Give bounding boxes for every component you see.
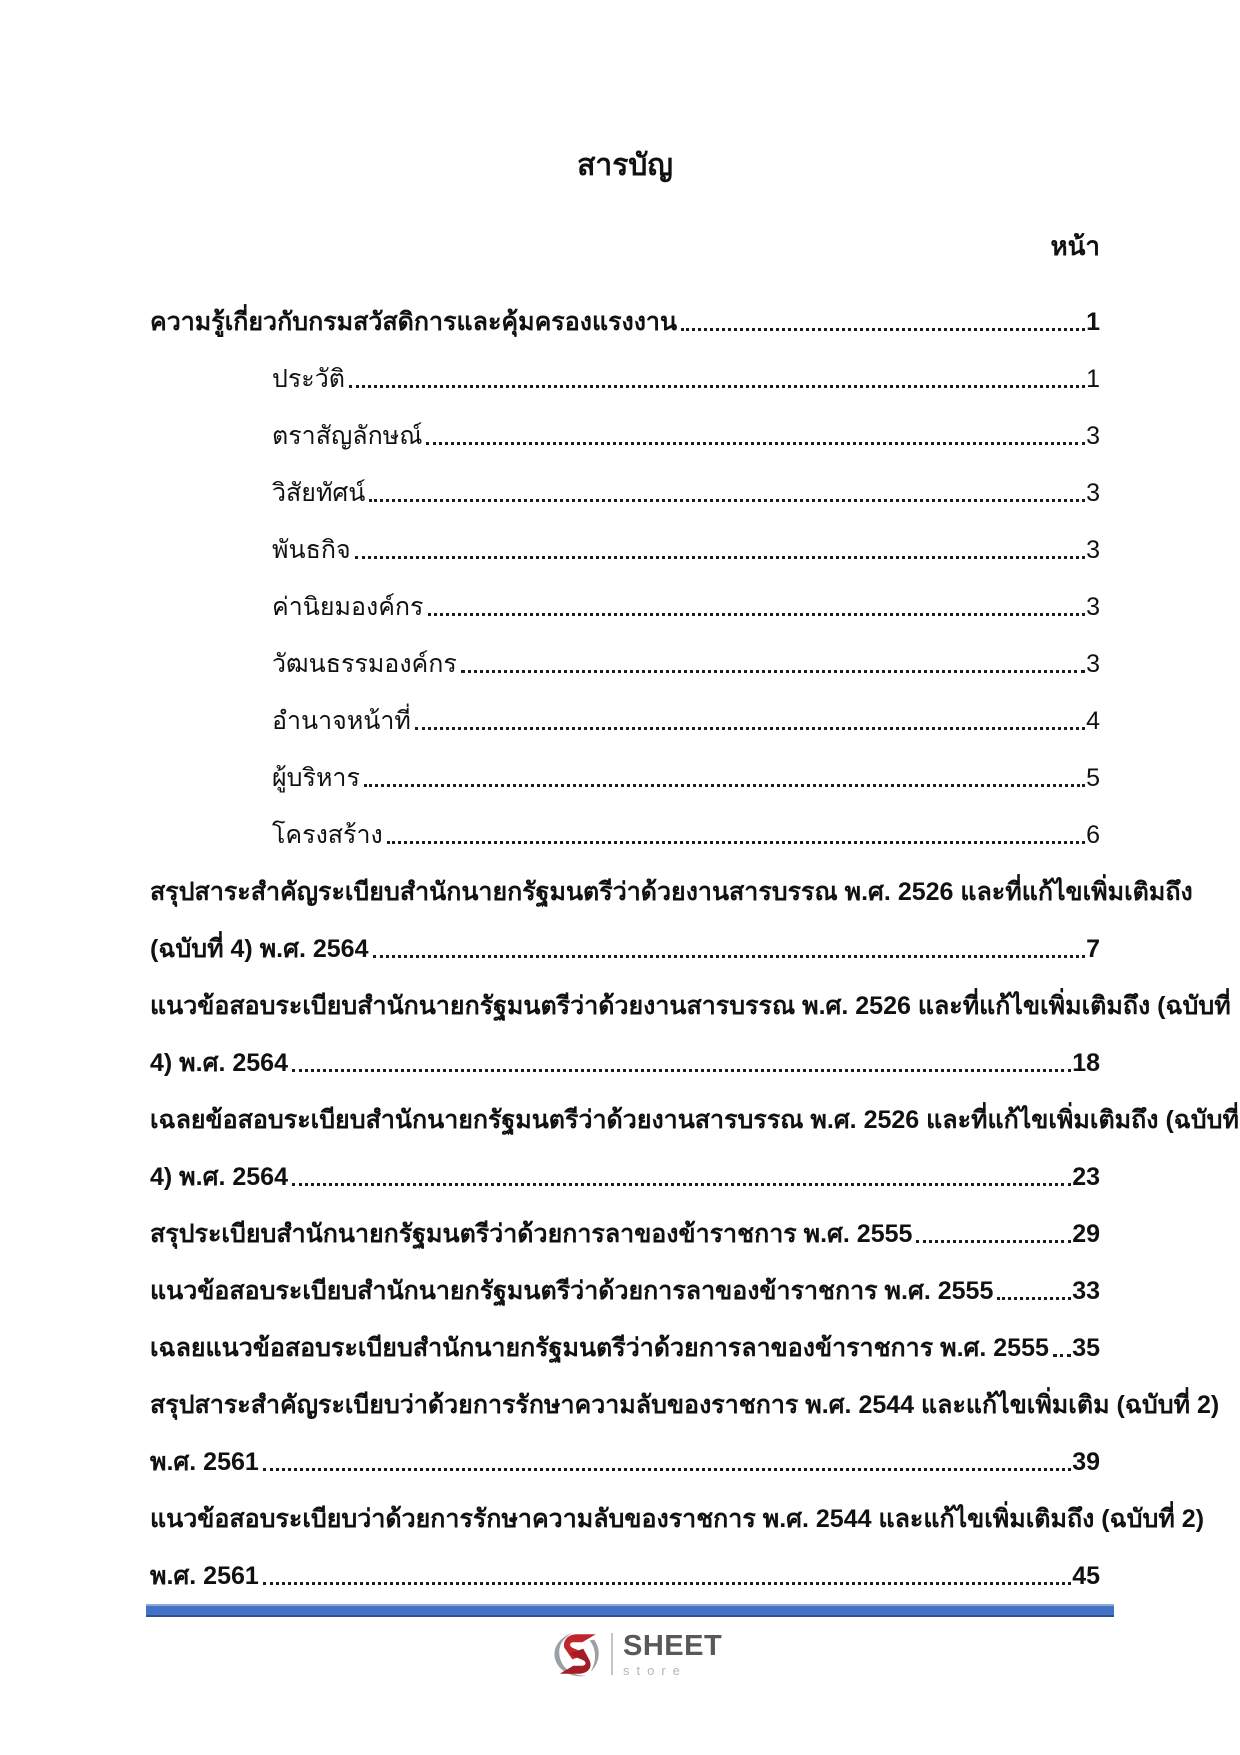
toc-entry-text: วิสัยทัศน์ — [272, 479, 366, 508]
page-title: สารบัญ — [577, 149, 673, 182]
logo-text-sheet: SHEET — [623, 1629, 723, 1662]
toc-entry-text: ตราสัญลักษณ์ — [272, 422, 423, 451]
toc-entry-text: สรุปสาระสำคัญระเบียบสำนักนายกรัฐมนตรีว่าด้วยงานสารบรรณ พ.ศ. 2526 และที่แก้ไขเพิ่มเติมถึง — [150, 878, 1193, 907]
page-number: 33 — [1072, 1277, 1100, 1306]
dot-leader — [426, 442, 1085, 445]
toc-entry-text: แนวข้อสอบระเบียบสำนักนายกรัฐมนตรีว่าด้วยงานสารบรรณ พ.ศ. 2526 และที่แก้ไขเพิ่มเติมถึง (ฉบับที่ — [150, 992, 1231, 1021]
page-number: 3 — [1086, 479, 1100, 508]
toc-entry-text: โครงสร้าง — [272, 821, 383, 850]
page-number: 45 — [1072, 1562, 1100, 1591]
toc-entry-line — [150, 796, 1100, 853]
dot-leader — [263, 1582, 1071, 1585]
toc-entry-text: วัฒนธรรมองค์กร — [272, 650, 457, 679]
toc-entry-text: เฉลยแนวข้อสอบระเบียบสำนักนายกรัฐมนตรีว่าด้วยการลาของข้าราชการ พ.ศ. 2555 — [150, 1334, 1049, 1363]
page-number: 3 — [1086, 422, 1100, 451]
toc-entry-text: ผู้บริหาร — [272, 764, 360, 793]
toc-entry-line — [150, 910, 1100, 967]
logo-text-store: store — [623, 1662, 687, 1678]
toc-entry-line — [150, 967, 1231, 1024]
dot-leader — [355, 556, 1085, 559]
dot-leader — [263, 1468, 1071, 1471]
toc-entry-text: เฉลยข้อสอบระเบียบสำนักนายกรัฐมนตรีว่าด้วยงานสารบรรณ พ.ศ. 2526 และที่แก้ไขเพิ่มเติมถึง (ฉบับที่ — [150, 1106, 1240, 1135]
dot-leader — [292, 1069, 1071, 1072]
sheet-store-logo — [549, 1630, 722, 1678]
logo-divider-line — [611, 1633, 613, 1675]
toc-entry-text: พันธกิจ — [272, 536, 351, 565]
toc-entry-line — [150, 739, 1100, 796]
dot-leader — [349, 385, 1085, 388]
toc-entry-line — [150, 283, 1100, 340]
toc-entry-line — [150, 1195, 1100, 1252]
toc-entry-text: (ฉบับที่ 4) พ.ศ. 2564 — [150, 935, 369, 964]
page-number: 3 — [1086, 650, 1100, 679]
page-number: 3 — [1086, 536, 1100, 565]
dot-leader — [373, 955, 1086, 958]
page-number: 4 — [1086, 707, 1100, 736]
dot-leader — [415, 727, 1085, 730]
page-number: 3 — [1086, 593, 1100, 622]
toc-entry-text: แนวข้อสอบระเบียบว่าด้วยการรักษาความลับของราชการ พ.ศ. 2544 และแก้ไขเพิ่มเติมถึง (ฉบับที่ 2) — [150, 1505, 1205, 1534]
table-of-contents — [150, 283, 1240, 1594]
toc-entry-line — [150, 1480, 1205, 1537]
toc-entry-text: สรุปสาระสำคัญระเบียบว่าด้วยการรักษาความลับของราชการ พ.ศ. 2544 และแก้ไขเพิ่มเติม (ฉบับที่ 2) — [150, 1391, 1220, 1420]
toc-entry-line — [150, 1024, 1100, 1081]
dot-leader — [461, 670, 1085, 673]
toc-entry-line — [150, 1081, 1240, 1138]
toc-entry-line — [150, 511, 1100, 568]
toc-entry-line — [150, 340, 1100, 397]
toc-entry-text: พ.ศ. 2561 — [150, 1562, 259, 1591]
toc-entry-text: ค่านิยมองค์กร — [272, 593, 424, 622]
toc-entry-line — [150, 454, 1100, 511]
toc-entry-line — [150, 1366, 1220, 1423]
page-number: 1 — [1086, 365, 1100, 394]
dot-leader — [997, 1297, 1071, 1300]
page-number: 29 — [1072, 1220, 1100, 1249]
toc-entry-text: ความรู้เกี่ยวกับกรมสวัสดิการและคุ้มครองแรงงาน — [150, 308, 678, 337]
dot-leader — [916, 1240, 1071, 1243]
toc-entry-line — [150, 1138, 1100, 1195]
toc-entry-text: พ.ศ. 2561 — [150, 1448, 259, 1477]
page-number: 5 — [1086, 764, 1100, 793]
sheet-store-s-icon — [549, 1630, 603, 1678]
page-number: 1 — [1086, 308, 1100, 337]
toc-entry-text: แนวข้อสอบระเบียบสำนักนายกรัฐมนตรีว่าด้วยการลาของข้าราชการ พ.ศ. 2555 — [150, 1277, 994, 1306]
toc-entry-line — [150, 568, 1100, 625]
toc-entry-text: ประวัติ — [272, 365, 345, 394]
toc-entry-line — [150, 1309, 1100, 1366]
dot-leader — [681, 328, 1085, 331]
footer-divider-bar — [146, 1604, 1114, 1617]
page-number: 7 — [1086, 935, 1100, 964]
dot-leader — [1053, 1354, 1071, 1357]
toc-entry-text: สรุประเบียบสำนักนายกรัฐมนตรีว่าด้วยการลาของข้าราชการ พ.ศ. 2555 — [150, 1220, 913, 1249]
document-page — [150, 0, 1240, 1594]
toc-entry-line — [150, 397, 1100, 454]
page-number: 35 — [1072, 1334, 1100, 1363]
dot-leader — [364, 784, 1085, 787]
toc-entry-line — [150, 625, 1100, 682]
toc-entry-text: อำนาจหน้าที่ — [272, 707, 411, 736]
toc-entry-line — [150, 682, 1100, 739]
toc-entry-line — [150, 853, 1193, 910]
page-number: 6 — [1086, 821, 1100, 850]
page-number: 23 — [1072, 1163, 1100, 1192]
toc-entry-line — [150, 1252, 1100, 1309]
page-column-label: หน้า — [1050, 231, 1100, 261]
dot-leader — [387, 841, 1085, 844]
toc-entry-text: 4) พ.ศ. 2564 — [150, 1049, 288, 1078]
dot-leader — [369, 499, 1085, 502]
toc-entry-line — [150, 1537, 1100, 1594]
dot-leader — [292, 1183, 1071, 1186]
toc-entry-text: 4) พ.ศ. 2564 — [150, 1163, 288, 1192]
toc-entry-line — [150, 1423, 1100, 1480]
page-number: 39 — [1072, 1448, 1100, 1477]
page-number: 18 — [1072, 1049, 1100, 1078]
dot-leader — [428, 613, 1086, 616]
